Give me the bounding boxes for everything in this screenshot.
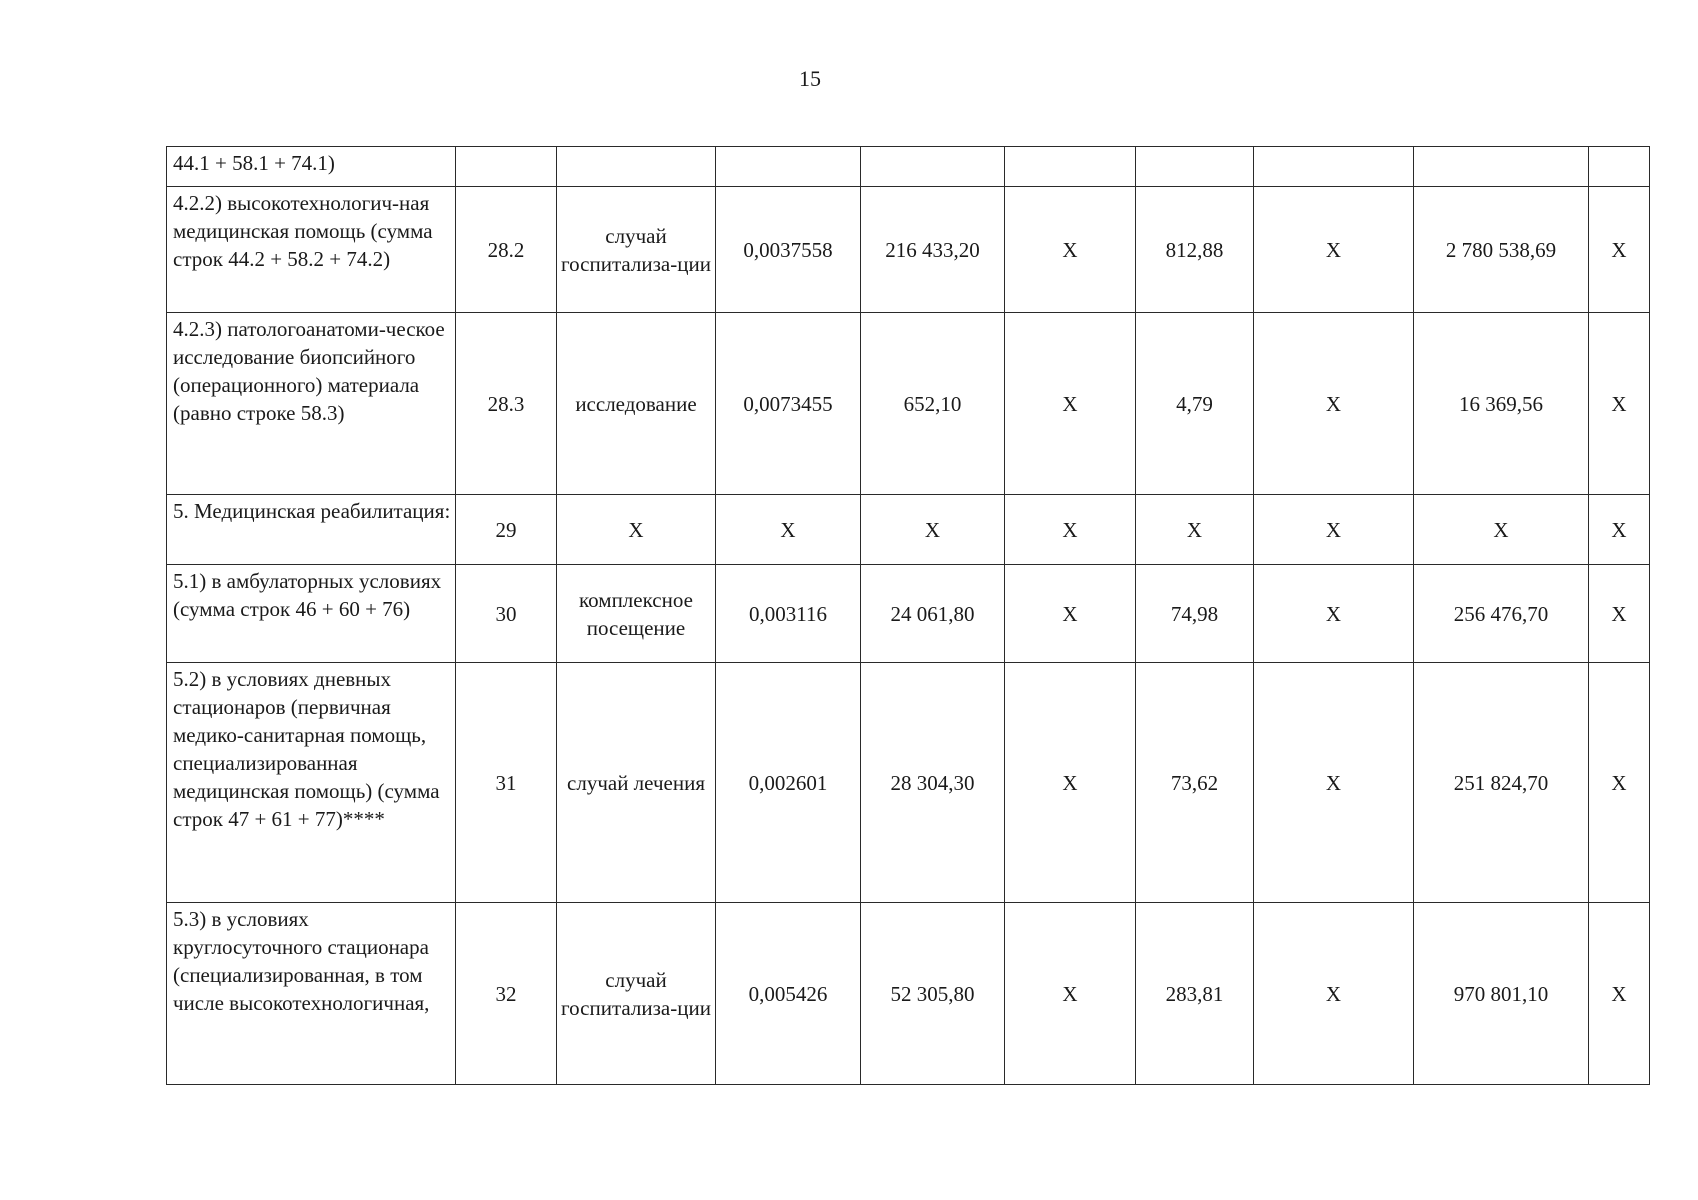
cell-c5: 52 305,80 [861, 903, 1005, 1085]
cell-c9: Х [1414, 495, 1589, 565]
row-code: 29 [456, 495, 557, 565]
row-label: 5.3) в условиях круглосуточного стационара (специализированная, в том числе высокотехнологичная, [167, 903, 456, 1085]
cell-c5 [861, 147, 1005, 187]
cell-c6: Х [1005, 663, 1136, 903]
cell-c10: Х [1589, 903, 1650, 1085]
data-table [166, 146, 1650, 1085]
row-label: 44.1 + 58.1 + 74.1) [167, 147, 456, 187]
cell-c10: Х [1589, 495, 1650, 565]
cell-c8: Х [1254, 903, 1414, 1085]
row-code: 28.2 [456, 187, 557, 313]
table-row [167, 313, 1650, 495]
row-code: 28.3 [456, 313, 557, 495]
cell-c7: 74,98 [1136, 565, 1254, 663]
cell-c6: Х [1005, 903, 1136, 1085]
cell-c8: Х [1254, 565, 1414, 663]
cell-c10: Х [1589, 565, 1650, 663]
cell-c6 [1005, 147, 1136, 187]
cell-c5: 652,10 [861, 313, 1005, 495]
row-unit: случай госпитализа-ции [557, 903, 716, 1085]
row-label: 4.2.3) патологоанатоми-ческое исследование биопсийного (операционного) материала (равно строке 58.3) [167, 313, 456, 495]
cell-c9: 251 824,70 [1414, 663, 1589, 903]
row-unit: Х [557, 495, 716, 565]
row-code: 31 [456, 663, 557, 903]
cell-c7 [1136, 147, 1254, 187]
row-code [456, 147, 557, 187]
cell-c4: 0,005426 [716, 903, 861, 1085]
row-unit: комплексное посещение [557, 565, 716, 663]
cell-c6: Х [1005, 313, 1136, 495]
cell-c4: Х [716, 495, 861, 565]
cell-c10: Х [1589, 313, 1650, 495]
table-row [167, 147, 1650, 187]
cell-c9: 16 369,56 [1414, 313, 1589, 495]
table-row [167, 903, 1650, 1085]
page-number: 15 [799, 66, 821, 91]
row-code: 30 [456, 565, 557, 663]
row-unit: случай лечения [557, 663, 716, 903]
cell-c6: Х [1005, 565, 1136, 663]
cell-c7: 4,79 [1136, 313, 1254, 495]
cell-c5: 24 061,80 [861, 565, 1005, 663]
row-label: 5.1) в амбулаторных условиях (сумма строк 46 + 60 + 76) [167, 565, 456, 663]
cell-c4: 0,002601 [716, 663, 861, 903]
row-code: 32 [456, 903, 557, 1085]
cell-c5: Х [861, 495, 1005, 565]
table-row [167, 187, 1650, 313]
table-row [167, 663, 1650, 903]
cell-c4: 0,003116 [716, 565, 861, 663]
cell-c9: 970 801,10 [1414, 903, 1589, 1085]
cell-c7: 73,62 [1136, 663, 1254, 903]
cell-c4 [716, 147, 861, 187]
cell-c7: 283,81 [1136, 903, 1254, 1085]
cell-c4: 0,0037558 [716, 187, 861, 313]
cell-c10: Х [1589, 187, 1650, 313]
cell-c5: 216 433,20 [861, 187, 1005, 313]
table-row [167, 495, 1650, 565]
cell-c4: 0,0073455 [716, 313, 861, 495]
cell-c8: Х [1254, 663, 1414, 903]
cell-c6: Х [1005, 187, 1136, 313]
table-row [167, 565, 1650, 663]
row-label: 4.2.2) высокотехнологич-ная медицинская помощь (сумма строк 44.2 + 58.2 + 74.2) [167, 187, 456, 313]
row-unit: исследование [557, 313, 716, 495]
cell-c9: 2 780 538,69 [1414, 187, 1589, 313]
cell-c9 [1414, 147, 1589, 187]
cell-c9: 256 476,70 [1414, 565, 1589, 663]
cell-c7: 812,88 [1136, 187, 1254, 313]
cell-c5: 28 304,30 [861, 663, 1005, 903]
cell-c6: Х [1005, 495, 1136, 565]
row-unit: случай госпитализа-ции [557, 187, 716, 313]
row-label: 5.2) в условиях дневных стационаров (первичная медико-санитарная помощь, специализированная медицинская помощь) (сумма строк 47 + 61 + 77)**** [167, 663, 456, 903]
cell-c7: Х [1136, 495, 1254, 565]
cell-c10: Х [1589, 663, 1650, 903]
cell-c8: Х [1254, 187, 1414, 313]
cell-c8 [1254, 147, 1414, 187]
cell-c8: Х [1254, 495, 1414, 565]
cell-c8: Х [1254, 313, 1414, 495]
cell-c10 [1589, 147, 1650, 187]
row-unit [557, 147, 716, 187]
row-label: 5. Медицинская реабилитация: [167, 495, 456, 565]
